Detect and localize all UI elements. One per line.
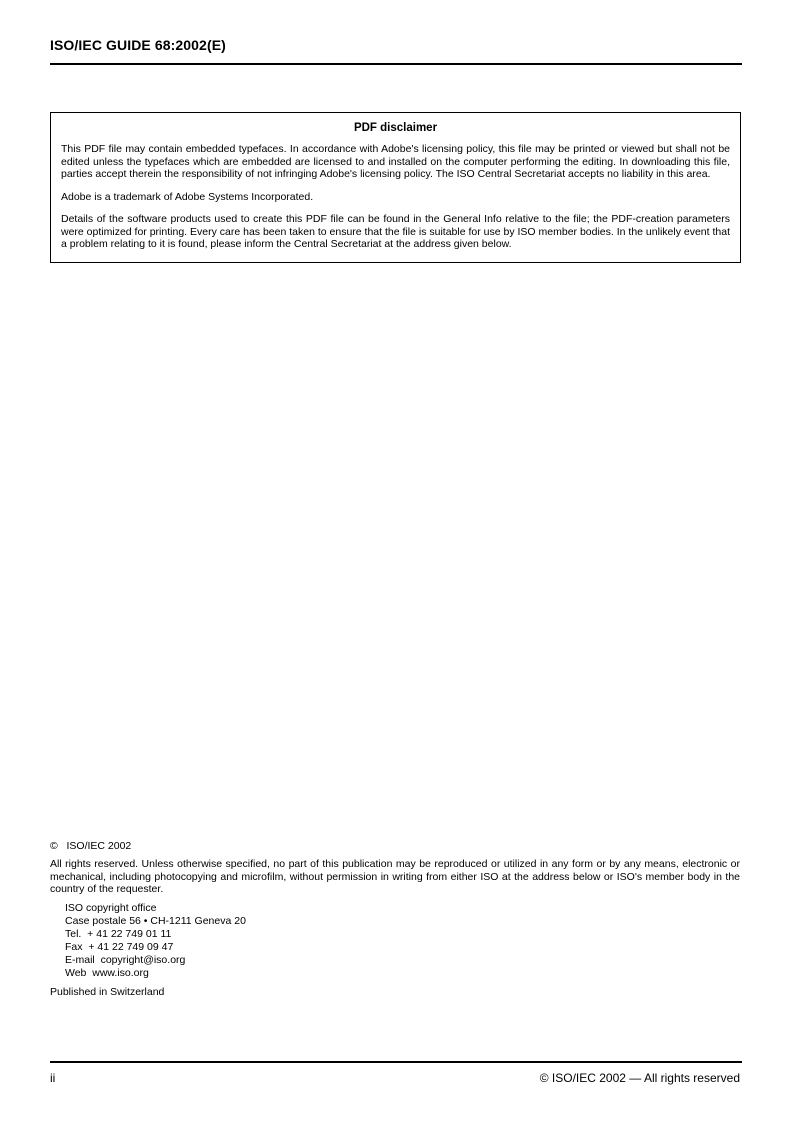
footer-divider [50, 1061, 742, 1063]
address-line-email: E-mail copyright@iso.org [65, 953, 186, 966]
document-title: ISO/IEC GUIDE 68:2002(E) [50, 37, 226, 53]
disclaimer-paragraph-1: This PDF file may contain embedded typefaces. In accordance with Adobe's licensing policy, this file may be printed or viewed but shall not be edited unless the typefaces which are embedded are licensed to and installed on the computer performing the editing. In downloading this file, parties accept therein the responsibility of not infringing Adobe's licensing policy. The ISO Central Secretariat accepts no liability in this area. [61, 143, 730, 180]
disclaimer-title: PDF disclaimer [353, 122, 438, 134]
page-header [50, 37, 742, 65]
footer-copyright: © ISO/IEC 2002 — All rights reserved [539, 1071, 740, 1085]
copyright-section [50, 840, 740, 998]
copyright-address-block [65, 902, 740, 980]
pdf-disclaimer-box [50, 112, 741, 263]
address-line-fax: Fax + 41 22 749 09 47 [65, 940, 174, 953]
address-line-tel: Tel. + 41 22 749 01 11 [65, 927, 172, 940]
disclaimer-paragraph-2: Adobe is a trademark of Adobe Systems Incorporated. [61, 190, 314, 203]
address-line-office: ISO copyright office [65, 901, 157, 914]
disclaimer-paragraph-3: Details of the software products used to create this PDF file can be found in the General Info relative to the file; the PDF-creation parameters were optimized for printing. Every care has been taken to ensure that the file is suitable for use by ISO member bodies. In the unlikely event that a problem relating to it is found, please inform the Central Secretariat at the address given below. [61, 213, 730, 250]
copyright-rights-text: All rights reserved. Unless otherwise specified, no part of this publication may be reproduced or utilized in any form or by any means, electronic or mechanical, including photocopying and microfilm, without permission in writing from either ISO at the address below or ISO's member body in the country of the requester. [50, 858, 740, 895]
header-divider [50, 63, 742, 65]
address-line-web: Web www.iso.org [65, 966, 149, 979]
published-line: Published in Switzerland [50, 985, 165, 998]
address-line-postal: Case postale 56 • CH-1211 Geneva 20 [65, 914, 246, 927]
page-number: ii [50, 1071, 56, 1085]
copyright-notice: © ISO/IEC 2002 [50, 840, 132, 852]
page-footer [50, 1071, 740, 1085]
